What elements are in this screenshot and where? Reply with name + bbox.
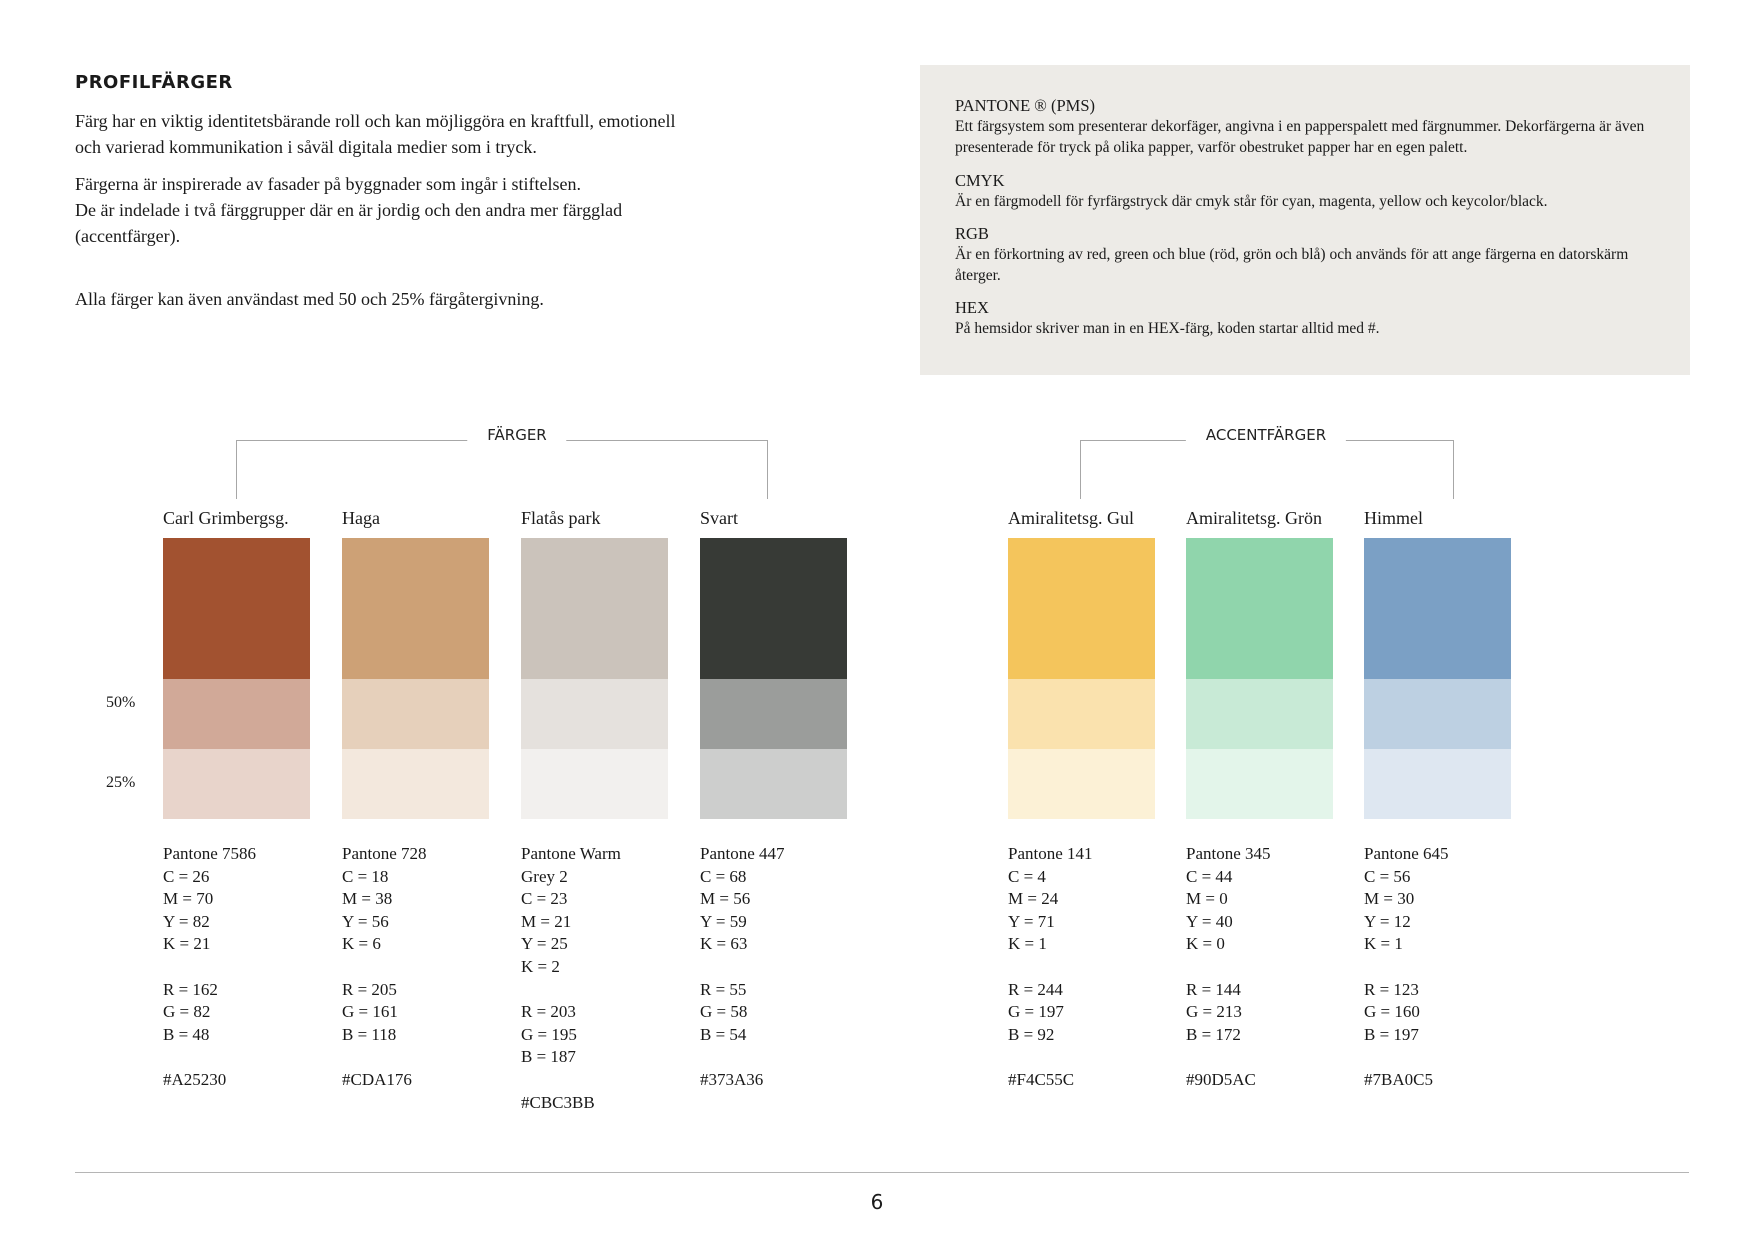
intro-paragraph-2: Färgerna är inspirerade av fasader på byggnader som ingår i stiftelsen. De är indelade i två färggrupper där en är jordig och den andra mer färgglad (accentfärger).	[75, 174, 623, 246]
color-name: Amiralitetsg. Grön	[1186, 508, 1322, 528]
swatch-25	[342, 749, 489, 819]
swatch-25	[521, 749, 668, 819]
color-spec: Pantone Warm Grey 2 C = 23 M = 21 Y = 25 K = 2 R = 203 G = 195 B = 187 #CBC3BB	[521, 844, 621, 1112]
color-spec: Pantone 7586 C = 26 M = 70 Y = 82 K = 21 R = 162 G = 82 B = 48 #A25230	[163, 844, 257, 1089]
color-carl-grimbergsg	[163, 508, 310, 1092]
color-name: Svart	[700, 508, 738, 528]
color-himmel	[1364, 508, 1511, 1092]
color-name: Haga	[342, 508, 380, 528]
color-spec: Pantone 141 C = 4 M = 24 Y = 71 K = 1 R = 244 G = 197 B = 92 #F4C55C	[1008, 844, 1093, 1089]
info-rgb	[955, 223, 1655, 286]
primary-group-bracket	[236, 440, 768, 499]
intro-paragraph-1: Färg har en viktig identitetsbärande roll och kan möjliggöra en kraftfull, emotionell och varierad kommunikation i såväl digitala medier som i tryck.	[75, 111, 676, 157]
swatch-100	[163, 538, 310, 679]
info-description: På hemsidor skriver man in en HEX-färg, koden startar alltid med #.	[955, 320, 1380, 337]
color-amiralitetsg-gron	[1186, 508, 1333, 1092]
swatch-50	[521, 679, 668, 749]
tint-label-50: 50%	[106, 694, 136, 711]
swatch-100	[521, 538, 668, 679]
swatch-25	[1364, 749, 1511, 819]
swatch-25	[1008, 749, 1155, 819]
swatch-100	[342, 538, 489, 679]
info-description: Är en förkortning av red, green och blue (röd, grön och blå) och används för att ange färgerna en datorskärm återger.	[955, 246, 1629, 284]
swatch-50	[700, 679, 847, 749]
info-pantone	[955, 95, 1655, 158]
accent-group-label: ACCENTFÄRGER	[1186, 425, 1346, 445]
color-system-info-box	[920, 65, 1690, 375]
swatch-25	[700, 749, 847, 819]
swatch-25	[163, 749, 310, 819]
color-name: Flatås park	[521, 508, 601, 528]
info-cmyk	[955, 170, 1655, 212]
color-flatas-park	[521, 508, 668, 1114]
info-description: Är en färgmodell för fyrfärgstryck där cmyk står för cyan, magenta, yellow och keycolor/black.	[955, 193, 1548, 210]
color-spec: Pantone 345 C = 44 M = 0 Y = 40 K = 0 R = 144 G = 213 B = 172 #90D5AC	[1186, 844, 1271, 1089]
swatch-50	[1008, 679, 1155, 749]
swatch-100	[700, 538, 847, 679]
page-title: PROFILFÄRGER	[75, 72, 233, 93]
accent-group-bracket	[1080, 440, 1454, 499]
info-term: RGB	[955, 224, 989, 243]
color-name: Carl Grimbergsg.	[163, 508, 289, 528]
info-term: CMYK	[955, 171, 1005, 190]
color-haga	[342, 508, 489, 1092]
color-name: Amiralitetsg. Gul	[1008, 508, 1134, 528]
swatch-25	[1186, 749, 1333, 819]
color-spec: Pantone 447 C = 68 M = 56 Y = 59 K = 63 R = 55 G = 58 B = 54 #373A36	[700, 844, 785, 1089]
swatch-50	[1186, 679, 1333, 749]
swatch-100	[1008, 538, 1155, 679]
swatch-100	[1364, 538, 1511, 679]
page-number: 6	[870, 1190, 884, 1214]
color-svart	[700, 508, 847, 1092]
info-term: HEX	[955, 298, 989, 317]
color-amiralitetsg-gul	[1008, 508, 1155, 1092]
info-term: PANTONE ® (PMS)	[955, 96, 1095, 115]
swatch-50	[163, 679, 310, 749]
swatch-50	[1364, 679, 1511, 749]
swatch-100	[1186, 538, 1333, 679]
color-name: Himmel	[1364, 508, 1423, 528]
tint-label-25: 25%	[106, 774, 136, 791]
primary-group-label: FÄRGER	[467, 425, 566, 445]
color-spec: Pantone 645 C = 56 M = 30 Y = 12 K = 1 R = 123 G = 160 B = 197 #7BA0C5	[1364, 844, 1449, 1089]
intro-paragraph-3: Alla färger kan även användast med 50 och 25% färgåtergivning.	[75, 289, 544, 309]
info-hex	[955, 297, 1655, 339]
color-spec: Pantone 728 C = 18 M = 38 Y = 56 K = 6 R = 205 G = 161 B = 118 #CDA176	[342, 844, 427, 1089]
footer-divider	[75, 1172, 1689, 1173]
swatch-50	[342, 679, 489, 749]
info-description: Ett färgsystem som presenterar dekorfäger, angivna i en papperspalett med färgnummer. Dekorfärgerna är även presenterade för tryck på olika papper, varför obestruket papper har en egen palett.	[955, 118, 1645, 156]
